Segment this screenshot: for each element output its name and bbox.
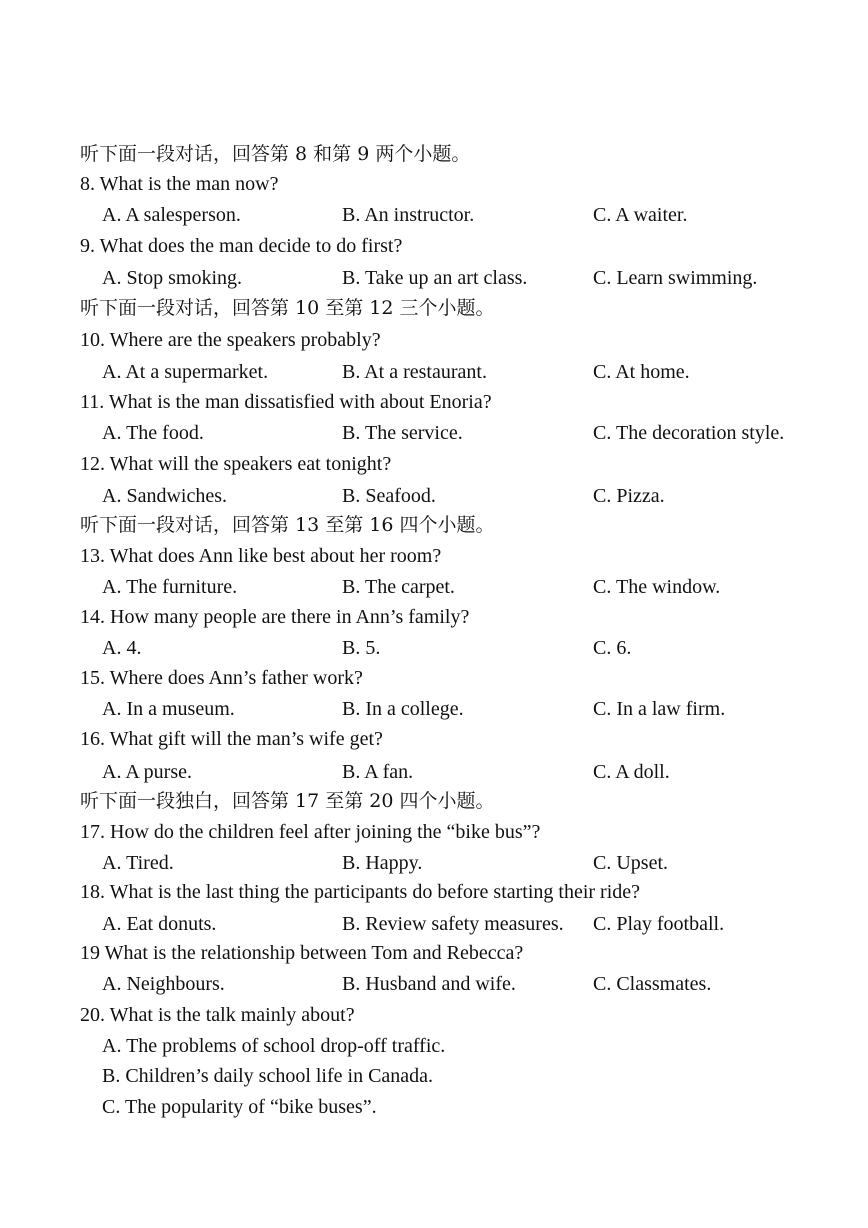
- option-a: A. Stop smoking.: [102, 267, 243, 289]
- question-13-options: [80, 572, 840, 602]
- question-12-options: [80, 481, 840, 511]
- option-b: B. A fan.: [342, 761, 414, 783]
- question-18-options: [80, 909, 840, 939]
- section-heading: 听下面一段独白，回答第 17 至第 20 四个小题。: [80, 790, 495, 812]
- question-14-options: [80, 633, 840, 663]
- option-b: B. 5.: [342, 637, 381, 659]
- option-b: B. Children’s daily school life in Canada.: [102, 1065, 434, 1087]
- option-c: C. In a law firm.: [593, 698, 726, 720]
- option-b: B. Seafood.: [342, 485, 436, 507]
- option-b: B. Happy.: [342, 852, 423, 874]
- option-c: C. The window.: [593, 576, 721, 598]
- option-a: A. 4.: [102, 637, 142, 659]
- section-heading: 听下面一段对话，回答第 13 至第 16 四个小题。: [80, 514, 495, 536]
- question-11-stem: 11. What is the man dissatisfied with about Enoria?: [80, 391, 492, 413]
- option-b: B. Review safety measures.: [342, 913, 564, 935]
- question-20-option-b: [80, 1061, 840, 1091]
- option-c: C. A waiter.: [593, 204, 688, 226]
- option-a: A. In a museum.: [102, 698, 235, 720]
- question-9-options: [80, 263, 840, 293]
- question-10-options: [80, 357, 840, 387]
- option-b: B. The service.: [342, 422, 463, 444]
- option-c: C. A doll.: [593, 761, 670, 783]
- option-c: C. Classmates.: [593, 973, 712, 995]
- option-a: A. Eat donuts.: [102, 913, 217, 935]
- option-a: A. Tired.: [102, 852, 174, 874]
- option-a: A. Neighbours.: [102, 973, 225, 995]
- option-a: A. At a supermarket.: [102, 361, 269, 383]
- question-19-stem: 19 What is the relationship between Tom and Rebecca?: [80, 942, 524, 964]
- question-8-options: [80, 200, 840, 230]
- option-c: C. The popularity of “bike buses”.: [102, 1096, 377, 1118]
- question-15-options: [80, 694, 840, 724]
- option-c: C. 6.: [593, 637, 632, 659]
- question-20-stem: 20. What is the talk mainly about?: [80, 1004, 355, 1026]
- question-10-stem: 10. Where are the speakers probably?: [80, 329, 381, 351]
- section-heading: 听下面一段对话，回答第 10 至第 12 三个小题。: [80, 297, 495, 319]
- question-15-stem: 15. Where does Ann’s father work?: [80, 667, 363, 689]
- option-a: A. A purse.: [102, 761, 192, 783]
- question-17-stem: 17. How do the children feel after joining the “bike bus”?: [80, 821, 541, 843]
- question-12-stem: 12. What will the speakers eat tonight?: [80, 453, 392, 475]
- option-c: C. At home.: [593, 361, 690, 383]
- option-c: C. Learn swimming.: [593, 267, 758, 289]
- option-c: C. Pizza.: [593, 485, 665, 507]
- option-c: C. Play football.: [593, 913, 725, 935]
- option-b: B. An instructor.: [342, 204, 475, 226]
- question-8-stem: 8. What is the man now?: [80, 173, 279, 195]
- option-a: A. The furniture.: [102, 576, 238, 598]
- option-a: A. The food.: [102, 422, 204, 444]
- question-14-stem: 14. How many people are there in Ann’s family?: [80, 606, 470, 628]
- question-18-stem: 18. What is the last thing the participants do before starting their ride?: [80, 881, 641, 903]
- option-a: A. The problems of school drop-off traffic.: [102, 1035, 446, 1057]
- question-20-option-a: [80, 1031, 840, 1061]
- question-19-options: [80, 969, 840, 999]
- question-13-stem: 13. What does Ann like best about her room?: [80, 545, 442, 567]
- option-a: A. A salesperson.: [102, 204, 241, 226]
- question-16-stem: 16. What gift will the man’s wife get?: [80, 728, 383, 750]
- option-b: B. Take up an art class.: [342, 267, 528, 289]
- question-20-option-c: [80, 1092, 840, 1122]
- option-b: B. At a restaurant.: [342, 361, 487, 383]
- question-17-options: [80, 848, 840, 878]
- question-9-stem: 9. What does the man decide to do first?: [80, 235, 403, 257]
- option-c: C. The decoration style.: [593, 422, 785, 444]
- option-c: C. Upset.: [593, 852, 668, 874]
- option-b: B. Husband and wife.: [342, 973, 516, 995]
- section-heading: 听下面一段对话，回答第 8 和第 9 两个小题。: [80, 143, 471, 165]
- option-b: B. The carpet.: [342, 576, 455, 598]
- option-b: B. In a college.: [342, 698, 464, 720]
- question-16-options: [80, 757, 840, 787]
- option-a: A. Sandwiches.: [102, 485, 227, 507]
- question-11-options: [80, 418, 840, 448]
